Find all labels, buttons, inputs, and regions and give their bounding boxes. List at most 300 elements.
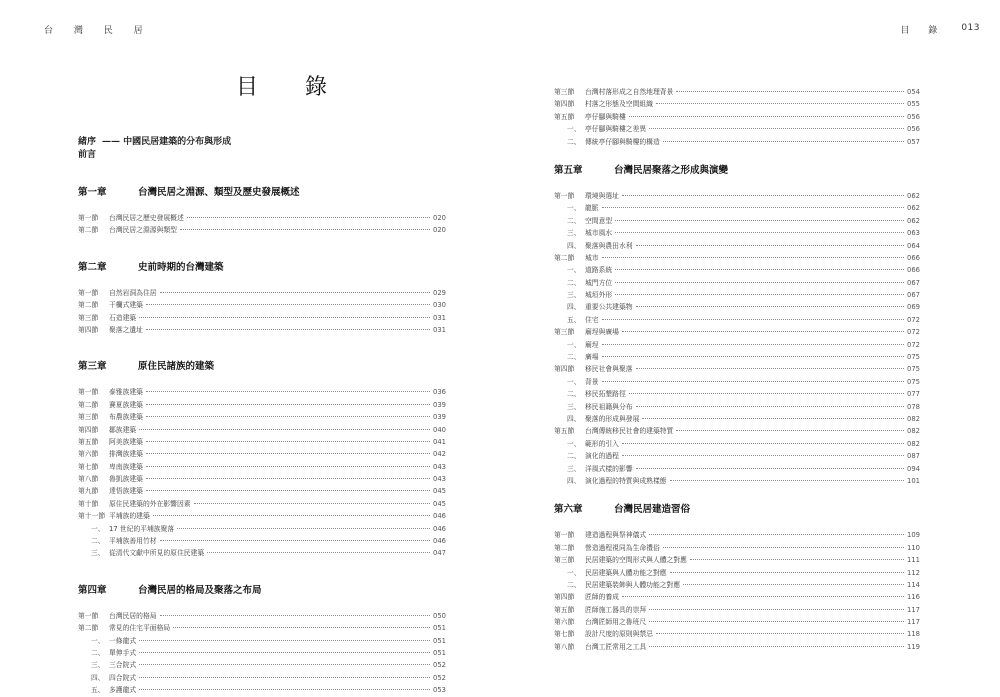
- toc-entry-label: 四、: [567, 476, 581, 485]
- toc-entry-page: 062: [907, 204, 920, 213]
- toc-entry: [78, 523, 446, 535]
- chapter-heading: [78, 259, 446, 273]
- toc-entry-page: 072: [907, 315, 920, 324]
- toc-entry-page: 045: [433, 499, 446, 508]
- toc-entry-page: 053: [433, 686, 446, 695]
- toc-entry: [554, 450, 920, 462]
- toc-entry-page: 054: [907, 88, 920, 96]
- dot-leader: [602, 356, 904, 357]
- toc-entry-text: 從清代文獻中所見的原住民建築: [109, 549, 205, 558]
- dot-leader: [683, 584, 904, 585]
- toc-entry-page: 114: [907, 580, 920, 589]
- toc-entry: [554, 326, 920, 338]
- toc-entry-text: 自然岩洞為住居: [109, 288, 157, 297]
- toc-entry-page: 064: [907, 241, 920, 250]
- toc-entry-label: 四、: [567, 414, 581, 423]
- toc-entry-page: 056: [907, 125, 920, 134]
- toc-entry-label: 一、: [567, 266, 581, 275]
- dot-leader: [146, 391, 430, 392]
- toc-entry: [554, 136, 920, 148]
- dot-leader: [629, 116, 904, 117]
- dot-leader: [180, 229, 430, 230]
- toc-entry-page: 075: [907, 377, 920, 386]
- toc-entry-text: 住宅: [585, 315, 599, 324]
- dot-leader: [622, 331, 904, 332]
- toc-entry-page: 077: [907, 390, 920, 399]
- dot-leader: [177, 528, 430, 529]
- toc-entry-text: 賽夏族建築: [109, 400, 143, 409]
- chapter-label: 第二章: [78, 261, 107, 273]
- toc-entry-label: 第五節: [554, 605, 575, 614]
- toc-entry-label: 第一節: [78, 288, 99, 297]
- toc-entry-text: 平埔族的建築: [109, 512, 150, 521]
- toc-entry-label: 二、: [91, 648, 105, 657]
- toc-entry-label: 第五節: [554, 112, 575, 121]
- toc-entry-page: 117: [907, 605, 920, 614]
- toc-entry-text: 演化過程的特質與成熟樣態: [585, 476, 667, 485]
- toc-title: 目 錄: [236, 75, 347, 100]
- toc-entry-label: 第十節: [78, 499, 99, 508]
- toc-entry-text: 石造建築: [109, 313, 137, 322]
- toc-entry-page: 051: [433, 636, 446, 645]
- toc-entry-label: 第八節: [554, 642, 575, 651]
- toc-entry-text: 常見的住宅平面格局: [109, 624, 171, 633]
- toc-entry-text: 阿美族建築: [109, 437, 143, 446]
- toc-entry-page: 040: [433, 425, 446, 434]
- dot-leader: [187, 217, 430, 218]
- toc-entry: [78, 448, 446, 460]
- toc-entry: [78, 535, 446, 547]
- toc-entry: [554, 202, 920, 214]
- toc-entry-label: 一、: [567, 340, 581, 349]
- toc-entry-text: 背景: [585, 377, 599, 386]
- toc-entry-label: 一、: [567, 568, 581, 577]
- toc-entry-page: 082: [907, 414, 920, 423]
- toc-entry-label: 第十一節: [78, 512, 106, 521]
- dot-leader: [676, 91, 904, 92]
- toc-entry-page: 052: [433, 661, 446, 670]
- toc-entry: [78, 224, 446, 236]
- toc-entry: [554, 542, 920, 554]
- toc-entry-page: 069: [907, 303, 920, 312]
- dot-leader: [173, 627, 430, 628]
- toc-entry-label: 第二節: [554, 253, 575, 262]
- toc-entry: [554, 438, 920, 450]
- toc-entry-text: 環境與選址: [585, 191, 619, 200]
- toc-entry-text: 洋風式樣的影響: [585, 464, 633, 473]
- toc-entry-label: 第二節: [554, 543, 575, 552]
- dot-leader: [649, 128, 904, 129]
- toc-entry-text: 亭仔腳與騎樓: [585, 112, 626, 121]
- toc-entry: [78, 324, 446, 336]
- toc-entry-text: 城市風水: [585, 229, 613, 238]
- toc-entry: [78, 622, 446, 634]
- toc-entry-text: 廟埕: [585, 340, 599, 349]
- toc-entry-label: 一、: [567, 439, 581, 448]
- toc-entry: [78, 498, 446, 510]
- toc-entry: [78, 684, 446, 696]
- chapter-title: 台灣民居的格局及聚落之布局: [138, 584, 262, 596]
- toc-entry-page: 119: [907, 642, 920, 651]
- toc-entry-label: 二、: [567, 278, 581, 287]
- toc-entry-label: 四、: [91, 673, 105, 682]
- toc-entry-text: 聚落的形成與發展: [585, 414, 640, 423]
- toc-entry-label: 第五節: [78, 437, 99, 446]
- toc-entry-text: 演化的過程: [585, 452, 619, 461]
- dot-leader: [670, 572, 904, 573]
- toc-entry: [78, 485, 446, 497]
- toc-entry-page: 110: [907, 543, 920, 552]
- toc-entry-label: 第二節: [78, 400, 99, 409]
- toc-entry: [78, 399, 446, 411]
- toc-entry: [78, 411, 446, 423]
- chapter-label: 第五章: [554, 164, 583, 176]
- toc-entry-page: 111: [907, 556, 920, 565]
- dot-leader: [194, 503, 430, 504]
- toc-entry-text: 鄒族建築: [109, 425, 137, 434]
- left-chapter-list: [78, 184, 446, 697]
- toc-entry-label: 一、: [567, 377, 581, 386]
- toc-entry: [78, 547, 446, 559]
- toc-entry-label: 第五節: [554, 427, 575, 436]
- dot-leader: [139, 317, 430, 318]
- toc-entry-label: 二、: [567, 580, 581, 589]
- toc-entry-label: 第四節: [554, 100, 575, 109]
- toc-entry-page: 055: [907, 100, 920, 109]
- toc-entry-text: 設計尺度的原則與禁忌: [585, 630, 653, 639]
- toc-entry-label: 第八節: [78, 475, 99, 484]
- toc-entry-label: 二、: [567, 216, 581, 225]
- toc-entry-text: 排灣族建築: [109, 450, 143, 459]
- dot-leader: [602, 257, 904, 258]
- toc-entry-label: 一、: [91, 524, 105, 533]
- chapter-title: 台灣民居建造習俗: [614, 504, 691, 516]
- toc-entry: [78, 386, 446, 398]
- preface-line-1: 緒序 —— 中國民居建築的分布與形成: [78, 137, 232, 147]
- toc-entry-text: 營造過程視同為生命禮俗: [585, 543, 660, 552]
- toc-entry-label: 四、: [567, 303, 581, 312]
- toc-entry-label: 第一節: [554, 531, 575, 540]
- toc-entry: [554, 388, 920, 400]
- dot-leader: [602, 207, 904, 208]
- toc-entry-text: 台灣民居的格局: [109, 611, 157, 620]
- toc-entry-label: 三、: [567, 464, 581, 473]
- toc-entry-label: 第四節: [78, 325, 99, 334]
- toc-entry-label: 一、: [91, 636, 105, 645]
- toc-entry: [554, 604, 920, 616]
- dot-leader: [636, 406, 904, 407]
- toc-entry-label: 第六節: [554, 618, 575, 627]
- toc-entry-text: 台灣民居之歷史發展概述: [109, 214, 184, 222]
- toc-entry: [554, 98, 920, 110]
- dot-leader: [139, 689, 430, 690]
- dot-leader: [636, 368, 904, 369]
- toc-entry: [554, 554, 920, 566]
- toc-entry: [78, 672, 446, 684]
- dot-leader: [139, 652, 430, 653]
- chapter-heading: [78, 582, 446, 596]
- toc-entry: [78, 299, 446, 311]
- toc-entry-text: 亭仔腳與騎樓之差異: [585, 125, 647, 134]
- toc-entry-label: 三、: [567, 291, 581, 300]
- dot-leader: [139, 429, 430, 430]
- toc-entry-label: 第七節: [554, 630, 575, 639]
- toc-entry: [554, 579, 920, 591]
- toc-entry-label: 第三節: [78, 413, 99, 422]
- toc-entry-page: 118: [907, 630, 920, 639]
- toc-entry-text: 17 世紀的平埔族聚落: [109, 524, 175, 533]
- toc-entry: [554, 301, 920, 313]
- chapter-heading: [78, 358, 446, 372]
- dot-leader: [139, 664, 430, 665]
- toc-entry: [554, 363, 920, 375]
- chapter-label: 第一章: [78, 187, 107, 198]
- toc-entry-text: 匠師的養成: [585, 593, 619, 602]
- toc-entry-label: 三、: [567, 402, 581, 411]
- left-toc-column: [78, 136, 446, 697]
- toc-entry-page: 043: [433, 462, 446, 471]
- toc-entry-text: 民居建築裝飾與人體功能之對應: [585, 580, 681, 589]
- dot-leader: [160, 540, 430, 541]
- toc-entry-label: 四、: [567, 241, 581, 250]
- dot-leader: [622, 195, 904, 196]
- toc-entry-page: 056: [907, 112, 920, 121]
- dot-leader: [629, 393, 904, 394]
- dot-leader: [649, 609, 904, 610]
- toc-entry: [554, 86, 920, 98]
- dot-leader: [649, 621, 904, 622]
- toc-entry-page: 072: [907, 328, 920, 337]
- toc-entry: [554, 475, 920, 487]
- toc-entry: [554, 314, 920, 326]
- toc-entry-label: 五、: [91, 686, 105, 695]
- toc-entry-label: 第四節: [78, 425, 99, 434]
- dot-leader: [622, 443, 904, 444]
- toc-entry-text: 台灣工匠常用之工具: [585, 642, 647, 651]
- toc-entry-label: 二、: [567, 452, 581, 461]
- dot-leader: [690, 559, 904, 560]
- toc-entry: [554, 289, 920, 301]
- toc-entry-text: 民居建築與人體功能之對應: [585, 568, 667, 577]
- toc-entry: [554, 123, 920, 135]
- toc-entry-text: 廣場: [585, 353, 599, 362]
- toc-entry: [554, 190, 920, 202]
- toc-entry-text: 台灣匠師用之魯班尺: [585, 618, 647, 627]
- toc-entry-page: 072: [907, 340, 920, 349]
- toc-entry-text: 移民祖籍與分布: [585, 402, 633, 411]
- toc-entry-text: 重要公共建築物: [585, 303, 633, 312]
- toc-entry: [78, 312, 446, 324]
- chapter-label: 第三章: [78, 361, 107, 373]
- toc-entry-text: 卑南族建築: [109, 462, 143, 471]
- toc-entry-page: 062: [907, 216, 920, 225]
- toc-entry-text: 三合院式: [109, 661, 137, 670]
- toc-entry-text: 達悟族建築: [109, 487, 143, 496]
- dot-leader: [649, 646, 904, 647]
- dot-leader: [146, 490, 430, 491]
- toc-entry: [554, 529, 920, 541]
- right-chapter-list: [554, 162, 920, 653]
- dot-leader: [615, 220, 904, 221]
- toc-entry-page: 043: [433, 475, 446, 484]
- toc-entry-text: 魯凱族建築: [109, 475, 143, 484]
- toc-entry: [554, 463, 920, 475]
- toc-entry: [554, 351, 920, 363]
- dot-leader: [207, 552, 430, 553]
- right-page: [500, 0, 1000, 679]
- toc-entry-label: 第二節: [78, 624, 99, 633]
- dot-leader: [146, 304, 430, 305]
- toc-entry: [78, 659, 446, 671]
- chapter-heading: [554, 162, 920, 176]
- toc-entry: [78, 424, 446, 436]
- right-running-title: 目 錄: [900, 26, 946, 36]
- toc-entry-text: 移民拓墾路徑: [585, 390, 626, 399]
- toc-entry-label: 一、: [567, 204, 581, 213]
- dot-leader: [663, 547, 904, 548]
- dot-leader: [146, 404, 430, 405]
- dot-leader: [642, 418, 904, 419]
- toc-entry-label: 二、: [567, 137, 581, 146]
- dot-leader: [602, 344, 904, 345]
- toc-entry: [554, 264, 920, 276]
- toc-entry: [554, 413, 920, 425]
- toc-entry-page: 057: [907, 137, 920, 146]
- toc-entry-page: 112: [907, 568, 920, 577]
- chapter-title: 原住民諸族的建築: [138, 361, 215, 373]
- toc-entry: [554, 111, 920, 123]
- left-page: [0, 0, 500, 695]
- toc-entry-text: 城門方位: [585, 278, 613, 287]
- left-running-head: 台 灣 民 居: [44, 26, 152, 36]
- toc-entry-label: 三、: [91, 661, 105, 670]
- toc-entry-label: 第二節: [78, 226, 99, 235]
- toc-entry-page: 030: [433, 301, 446, 310]
- toc-entry-label: 第一節: [78, 388, 99, 397]
- toc-entry-page: 116: [907, 593, 920, 602]
- toc-entry-label: 第七節: [78, 462, 99, 471]
- dot-leader: [146, 441, 430, 442]
- toc-entry-page: 082: [907, 427, 920, 436]
- toc-entry-label: 第三節: [554, 328, 575, 337]
- toc-entry-page: 094: [907, 464, 920, 473]
- chapter-title: 台灣民居之淵源、類型及歷史發展概述: [138, 187, 300, 198]
- toc-entry: [78, 647, 446, 659]
- toc-entry-page: 036: [433, 388, 446, 397]
- toc-entry-text: 龍脈: [585, 204, 599, 213]
- dot-leader: [615, 232, 904, 233]
- toc-entry-text: 平埔族善用竹材: [109, 537, 157, 546]
- toc-entry-page: 066: [907, 253, 920, 262]
- dot-leader: [649, 534, 904, 535]
- toc-entry: [554, 339, 920, 351]
- toc-entry-page: 031: [433, 325, 446, 334]
- toc-entry: [78, 610, 446, 622]
- toc-entry: [554, 567, 920, 579]
- toc-entry-page: 047: [433, 549, 446, 558]
- toc-entry-text: 原住民建築的外在影響因素: [109, 499, 191, 508]
- toc-entry: [554, 628, 920, 640]
- toc-entry: [78, 287, 446, 299]
- toc-entry-label: 二、: [91, 537, 105, 546]
- toc-entry-text: 城市: [585, 253, 599, 262]
- toc-entry: [78, 461, 446, 473]
- toc-entry-label: 第四節: [554, 365, 575, 374]
- dot-leader: [146, 453, 430, 454]
- toc-entry-text: 廟埕與廣場: [585, 328, 619, 337]
- toc-entry-label: 第一節: [78, 611, 99, 620]
- toc-entry-text: 台灣村落形成之自然地理背景: [585, 88, 674, 96]
- dot-leader: [146, 329, 430, 330]
- toc-entry-page: 041: [433, 437, 446, 446]
- toc-entry-label: 三、: [91, 549, 105, 558]
- toc-entry-page: 039: [433, 413, 446, 422]
- page-number: 013: [961, 23, 980, 33]
- dot-leader: [636, 306, 904, 307]
- toc-entry-page: 046: [433, 524, 446, 533]
- toc-entry-page: 109: [907, 531, 920, 540]
- toc-entry-page: 039: [433, 400, 446, 409]
- toc-entry-page: 020: [433, 214, 446, 222]
- toc-entry-text: 民居建築的空間形式與人體之對應: [585, 556, 687, 565]
- toc-entry: [78, 212, 446, 224]
- toc-entry-label: 第一節: [78, 214, 99, 222]
- dot-leader: [139, 640, 430, 641]
- toc-entry: [554, 591, 920, 603]
- dot-leader: [636, 468, 904, 469]
- dot-leader: [153, 515, 430, 516]
- preface-line-2: 前言: [78, 150, 97, 160]
- toc-entry: [78, 473, 446, 485]
- toc-entry-text: 一條龍式: [109, 636, 137, 645]
- toc-entry-page: 066: [907, 266, 920, 275]
- dot-leader: [622, 455, 904, 456]
- toc-entry-text: 台灣傳統移民社會的建築特質: [585, 427, 674, 436]
- toc-entry-label: 第三節: [554, 88, 575, 96]
- toc-entry-page: 101: [907, 476, 920, 485]
- toc-entry-page: 052: [433, 673, 446, 682]
- toc-entry: [554, 215, 920, 227]
- toc-entry-label: 二、: [567, 353, 581, 362]
- dot-leader: [146, 466, 430, 467]
- toc-entry-page: 050: [433, 611, 446, 620]
- toc-entry-page: 051: [433, 624, 446, 633]
- toc-entry-label: 第四節: [554, 593, 575, 602]
- toc-entry-page: 046: [433, 537, 446, 546]
- dot-leader: [676, 430, 904, 431]
- toc-entry: [554, 277, 920, 289]
- toc-entry-text: 四合院式: [109, 673, 137, 682]
- toc-entry: [78, 436, 446, 448]
- toc-entry-page: 067: [907, 291, 920, 300]
- toc-entry-text: 多護龍式: [109, 686, 137, 695]
- chapter-title: 史前時期的台灣建築: [138, 261, 224, 273]
- toc-entry-text: 干欄式建築: [109, 301, 143, 310]
- dot-leader: [146, 478, 430, 479]
- toc-entry: [554, 227, 920, 239]
- toc-entry-page: 078: [907, 402, 920, 411]
- toc-entry-text: 空間意型: [585, 216, 613, 225]
- toc-entry: [78, 510, 446, 522]
- dot-leader: [602, 319, 904, 320]
- dot-leader: [656, 633, 904, 634]
- toc-entry-page: 082: [907, 439, 920, 448]
- toc-entry: [554, 425, 920, 437]
- toc-entry-text: 聚落與農田水利: [585, 241, 633, 250]
- toc-entry-page: 075: [907, 353, 920, 362]
- toc-entry: [554, 616, 920, 628]
- toc-entry-page: 062: [907, 191, 920, 200]
